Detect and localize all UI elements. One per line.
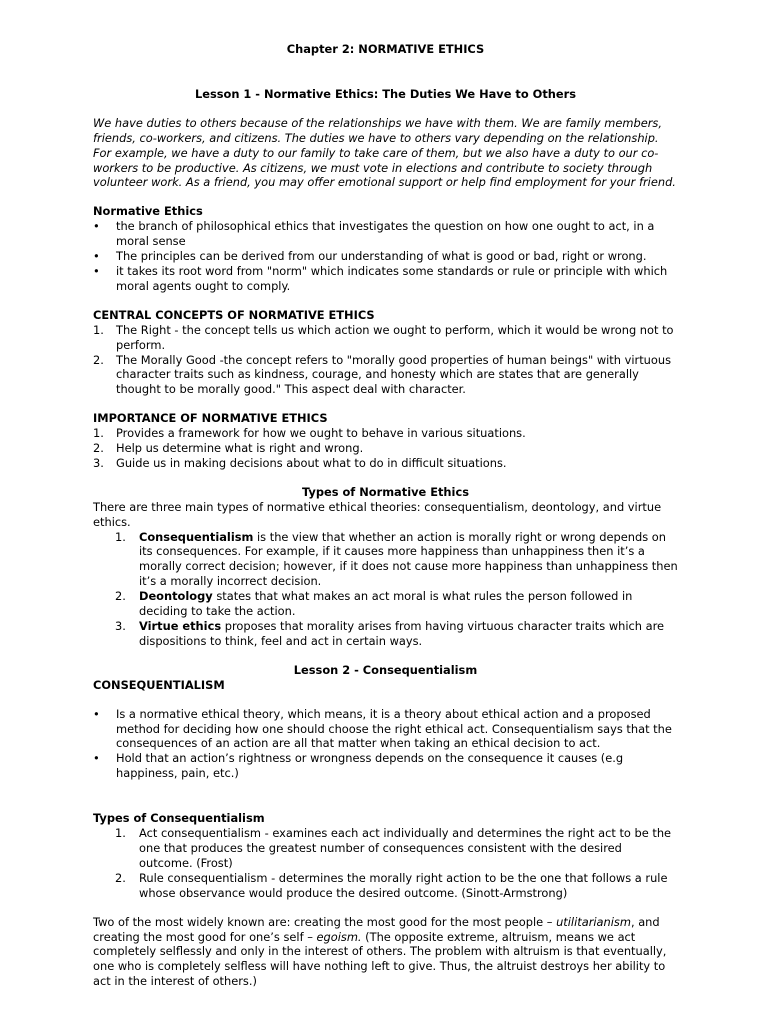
term-deontology: Deontology <box>139 589 213 604</box>
term-utilitarianism: utilitarianism <box>556 914 631 929</box>
types-intro: There are three main types of normative ethical theories: consequentialism, deontology, and virtue ethics. <box>93 499 662 529</box>
list-item <box>93 249 678 264</box>
list-item-text: Is a normative ethical theory, which means, it is a theory about ethical action and a proposed method for deciding how one should choose the right ethical act. Consequentialism says that the consequences of an action are all that matter when taking an ethical decision to act. <box>116 706 672 751</box>
list-number: 2. <box>115 589 126 604</box>
bullet-icon: • <box>93 263 100 278</box>
list-item-text: Help us determine what is right and wrong. <box>116 441 364 456</box>
bullet-icon: • <box>93 751 100 766</box>
list-item <box>93 826 678 871</box>
list-item-text: Hold that an action’s rightness or wrongness depends on the consequence it causes (e.g happiness, pain, etc.) <box>116 751 624 781</box>
consequentialism-heading: CONSEQUENTIALISM <box>93 677 225 692</box>
list-item <box>93 751 678 781</box>
term-egoism: egoism. <box>316 929 362 944</box>
list-item <box>93 264 678 294</box>
list-item <box>93 530 678 590</box>
importance-list <box>93 426 678 471</box>
list-item-text: proposes that morality arises from having virtuous character traits which are dispositions to think, feel and act in certain ways. <box>139 619 665 648</box>
list-item-text: The Right - the concept tells us which action we ought to perform, which it would be wrong not to perform. <box>116 322 674 352</box>
list-number: 2. <box>93 441 104 456</box>
list-item <box>93 619 678 649</box>
list-item <box>93 353 678 398</box>
list-number: 2. <box>93 352 104 367</box>
list-item-text: Guide us in making decisions about what to do in difficult situations. <box>116 455 507 470</box>
bullet-icon: • <box>93 219 100 234</box>
central-concepts-list <box>93 323 678 398</box>
term-consequentialism: Consequentialism <box>139 529 254 544</box>
types-consequentialism-heading: Types of Consequentialism <box>93 811 265 826</box>
list-item <box>93 871 678 901</box>
list-number: 1. <box>93 322 104 337</box>
list-item <box>93 456 678 471</box>
list-item-text: it takes its root word from "norm" which indicates some standards or rule or principle with which moral agents ought to comply. <box>116 263 668 293</box>
closing-text-1: Two of the most widely known are: creating the most good for the most people – <box>93 914 557 929</box>
list-item-text: The principles can be derived from our understanding of what is good or bad, right or wrong. <box>116 249 647 264</box>
central-concepts-heading: CENTRAL CONCEPTS OF NORMATIVE ETHICS <box>93 307 375 322</box>
list-item-text: states that what makes an act moral is what rules the person followed in deciding to take the action. <box>139 589 633 619</box>
closing-text-2: , and creating the most good for one’s self – <box>93 914 660 944</box>
list-item <box>93 589 678 619</box>
list-item-text: the branch of philosophical ethics that investigates the question on how one ought to act, in a moral sense <box>116 219 655 249</box>
consequentialism-list <box>93 707 678 782</box>
bullet-icon: • <box>93 249 100 264</box>
list-number: 1. <box>115 826 126 841</box>
normative-ethics-list <box>93 219 678 294</box>
chapter-title: Chapter 2: NORMATIVE ETHICS <box>286 42 485 56</box>
list-item-text: Act consequentialism - examines each act individually and determines the right act to be the one that produces the greatest number of consequences consistent with the desired outcome. (Frost) <box>139 826 672 870</box>
normative-ethics-heading: Normative Ethics <box>93 204 203 219</box>
lesson2-title: Lesson 2 - Consequentialism <box>293 662 478 677</box>
page-content <box>93 42 678 989</box>
list-item <box>93 219 678 249</box>
list-number: 3. <box>115 619 126 633</box>
types-list <box>93 530 678 649</box>
list-item-text: Provides a framework for how we ought to behave in various situations. <box>116 426 526 441</box>
list-item <box>93 323 678 353</box>
intro-paragraph: We have duties to others because of the relationships we have with them. We are family members, friends, co-workers, and citizens. The duties we have to others vary depending on the relationship. For example, we have a duty to our family to take care of them, but we also have a duty to our co-workers to be productive. As citizens, we must vote in elections and contribute to society through volunteer work. As a friend, you may offer emotional support or help find employment for your friend. <box>93 115 676 190</box>
lesson1-title: Lesson 1 - Normative Ethics: The Duties We Have to Others <box>194 86 577 101</box>
closing-paragraph <box>93 915 678 990</box>
list-item <box>93 426 678 441</box>
list-number: 1. <box>93 426 104 441</box>
list-number: 2. <box>115 870 126 885</box>
term-virtue-ethics: Virtue ethics <box>139 619 222 633</box>
list-item-text: is the view that whether an action is morally right or wrong depends on its consequences. For example, if it causes more happiness than unhappiness then it’s a morally correct decision; however, if it does not cause more happiness than unhappiness then it’s a morally incorrect decision. <box>139 529 678 589</box>
list-item-text: The Morally Good -the concept refers to "morally good properties of human beings" with virtuous character traits such as kindness, courage, and honesty which are states that are generally thought to be morally good." This aspect deal with character. <box>116 352 671 397</box>
list-item-text: Rule consequentialism - determines the morally right action to be the one that follows a rule whose observance would produce the desired outcome. (Sinott-Armstrong) <box>139 870 668 900</box>
list-item <box>93 707 678 752</box>
importance-heading: IMPORTANCE OF NORMATIVE ETHICS <box>93 411 328 426</box>
bullet-icon: • <box>93 706 100 721</box>
types-consequentialism-list <box>93 826 678 901</box>
list-number: 3. <box>93 455 104 470</box>
list-item <box>93 441 678 456</box>
list-number: 1. <box>115 529 126 544</box>
types-heading: Types of Normative Ethics <box>302 484 469 499</box>
closing-text-3: (The opposite extreme, altruism, means we act completely selflessly and only in the interest of others. The problem with altruism is that eventually, one who is completely selfless will have nothing left to give. Thus, the altruist destroys her ability to act in the interest of others.) <box>93 929 667 989</box>
